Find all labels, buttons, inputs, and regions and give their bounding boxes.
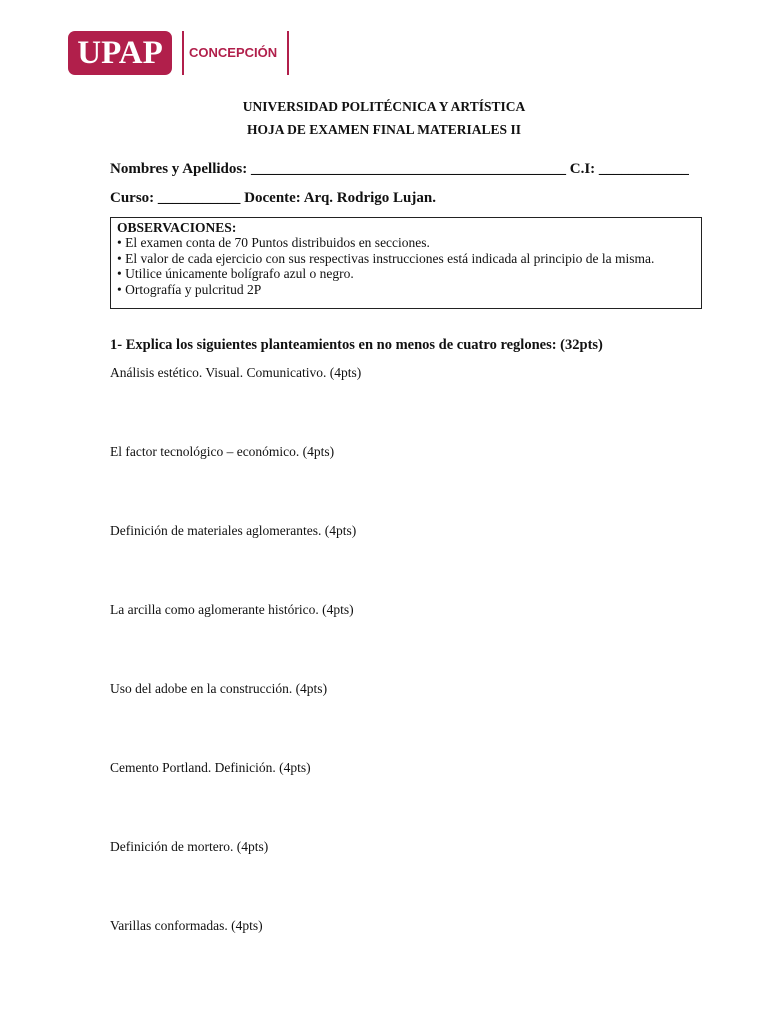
observations-box	[110, 217, 702, 309]
question-6: Cemento Portland. Definición. (4pts)	[110, 760, 311, 775]
course-field: Curso: ___________ Docente: Arq. Rodrigo Lujan.	[110, 190, 436, 206]
question-4: La arcilla como aglomerante histórico. (4pts)	[110, 602, 354, 617]
observations-title: OBSERVACIONES:	[117, 220, 237, 235]
question-2: El factor tecnológico – económico. (4pts)	[110, 444, 335, 459]
question-8: Varillas conformadas. (4pts)	[110, 918, 263, 933]
observation-item: • El valor de cada ejercicio con sus respectivas instrucciones está indicada al principio de la misma.	[117, 250, 655, 266]
observation-item: • Utilice únicamente bolígrafo azul o negro.	[117, 266, 354, 281]
university-title: UNIVERSIDAD POLITÉCNICA Y ARTÍSTICA	[242, 99, 526, 114]
question-5: Uso del adobe en la construcción. (4pts)	[110, 681, 328, 696]
logo-main-text: UPAP	[77, 34, 163, 71]
question-7: Definición de mortero. (4pts)	[110, 839, 269, 854]
names-field: Nombres y Apellidos: __________________________________________ C.I: ____________	[110, 161, 689, 177]
logo-divider	[182, 31, 184, 75]
logo-badge	[68, 31, 172, 75]
observation-item: • Ortografía y pulcritud 2P	[117, 281, 262, 297]
section-1-heading: 1- Explica los siguientes planteamientos en no menos de cuatro reglones: (32pts)	[110, 337, 603, 353]
logo-divider-right	[287, 31, 289, 75]
question-3: Definición de materiales aglomerantes. (4pts)	[110, 523, 357, 538]
observation-item: • El examen conta de 70 Puntos distribuidos en secciones.	[117, 235, 430, 250]
logo-campus-text: CONCEPCIÓN	[189, 45, 278, 60]
question-1: Análisis estético. Visual. Comunicativo. (4pts)	[110, 365, 362, 380]
exam-title: HOJA DE EXAMEN FINAL MATERIALES II	[247, 122, 521, 137]
